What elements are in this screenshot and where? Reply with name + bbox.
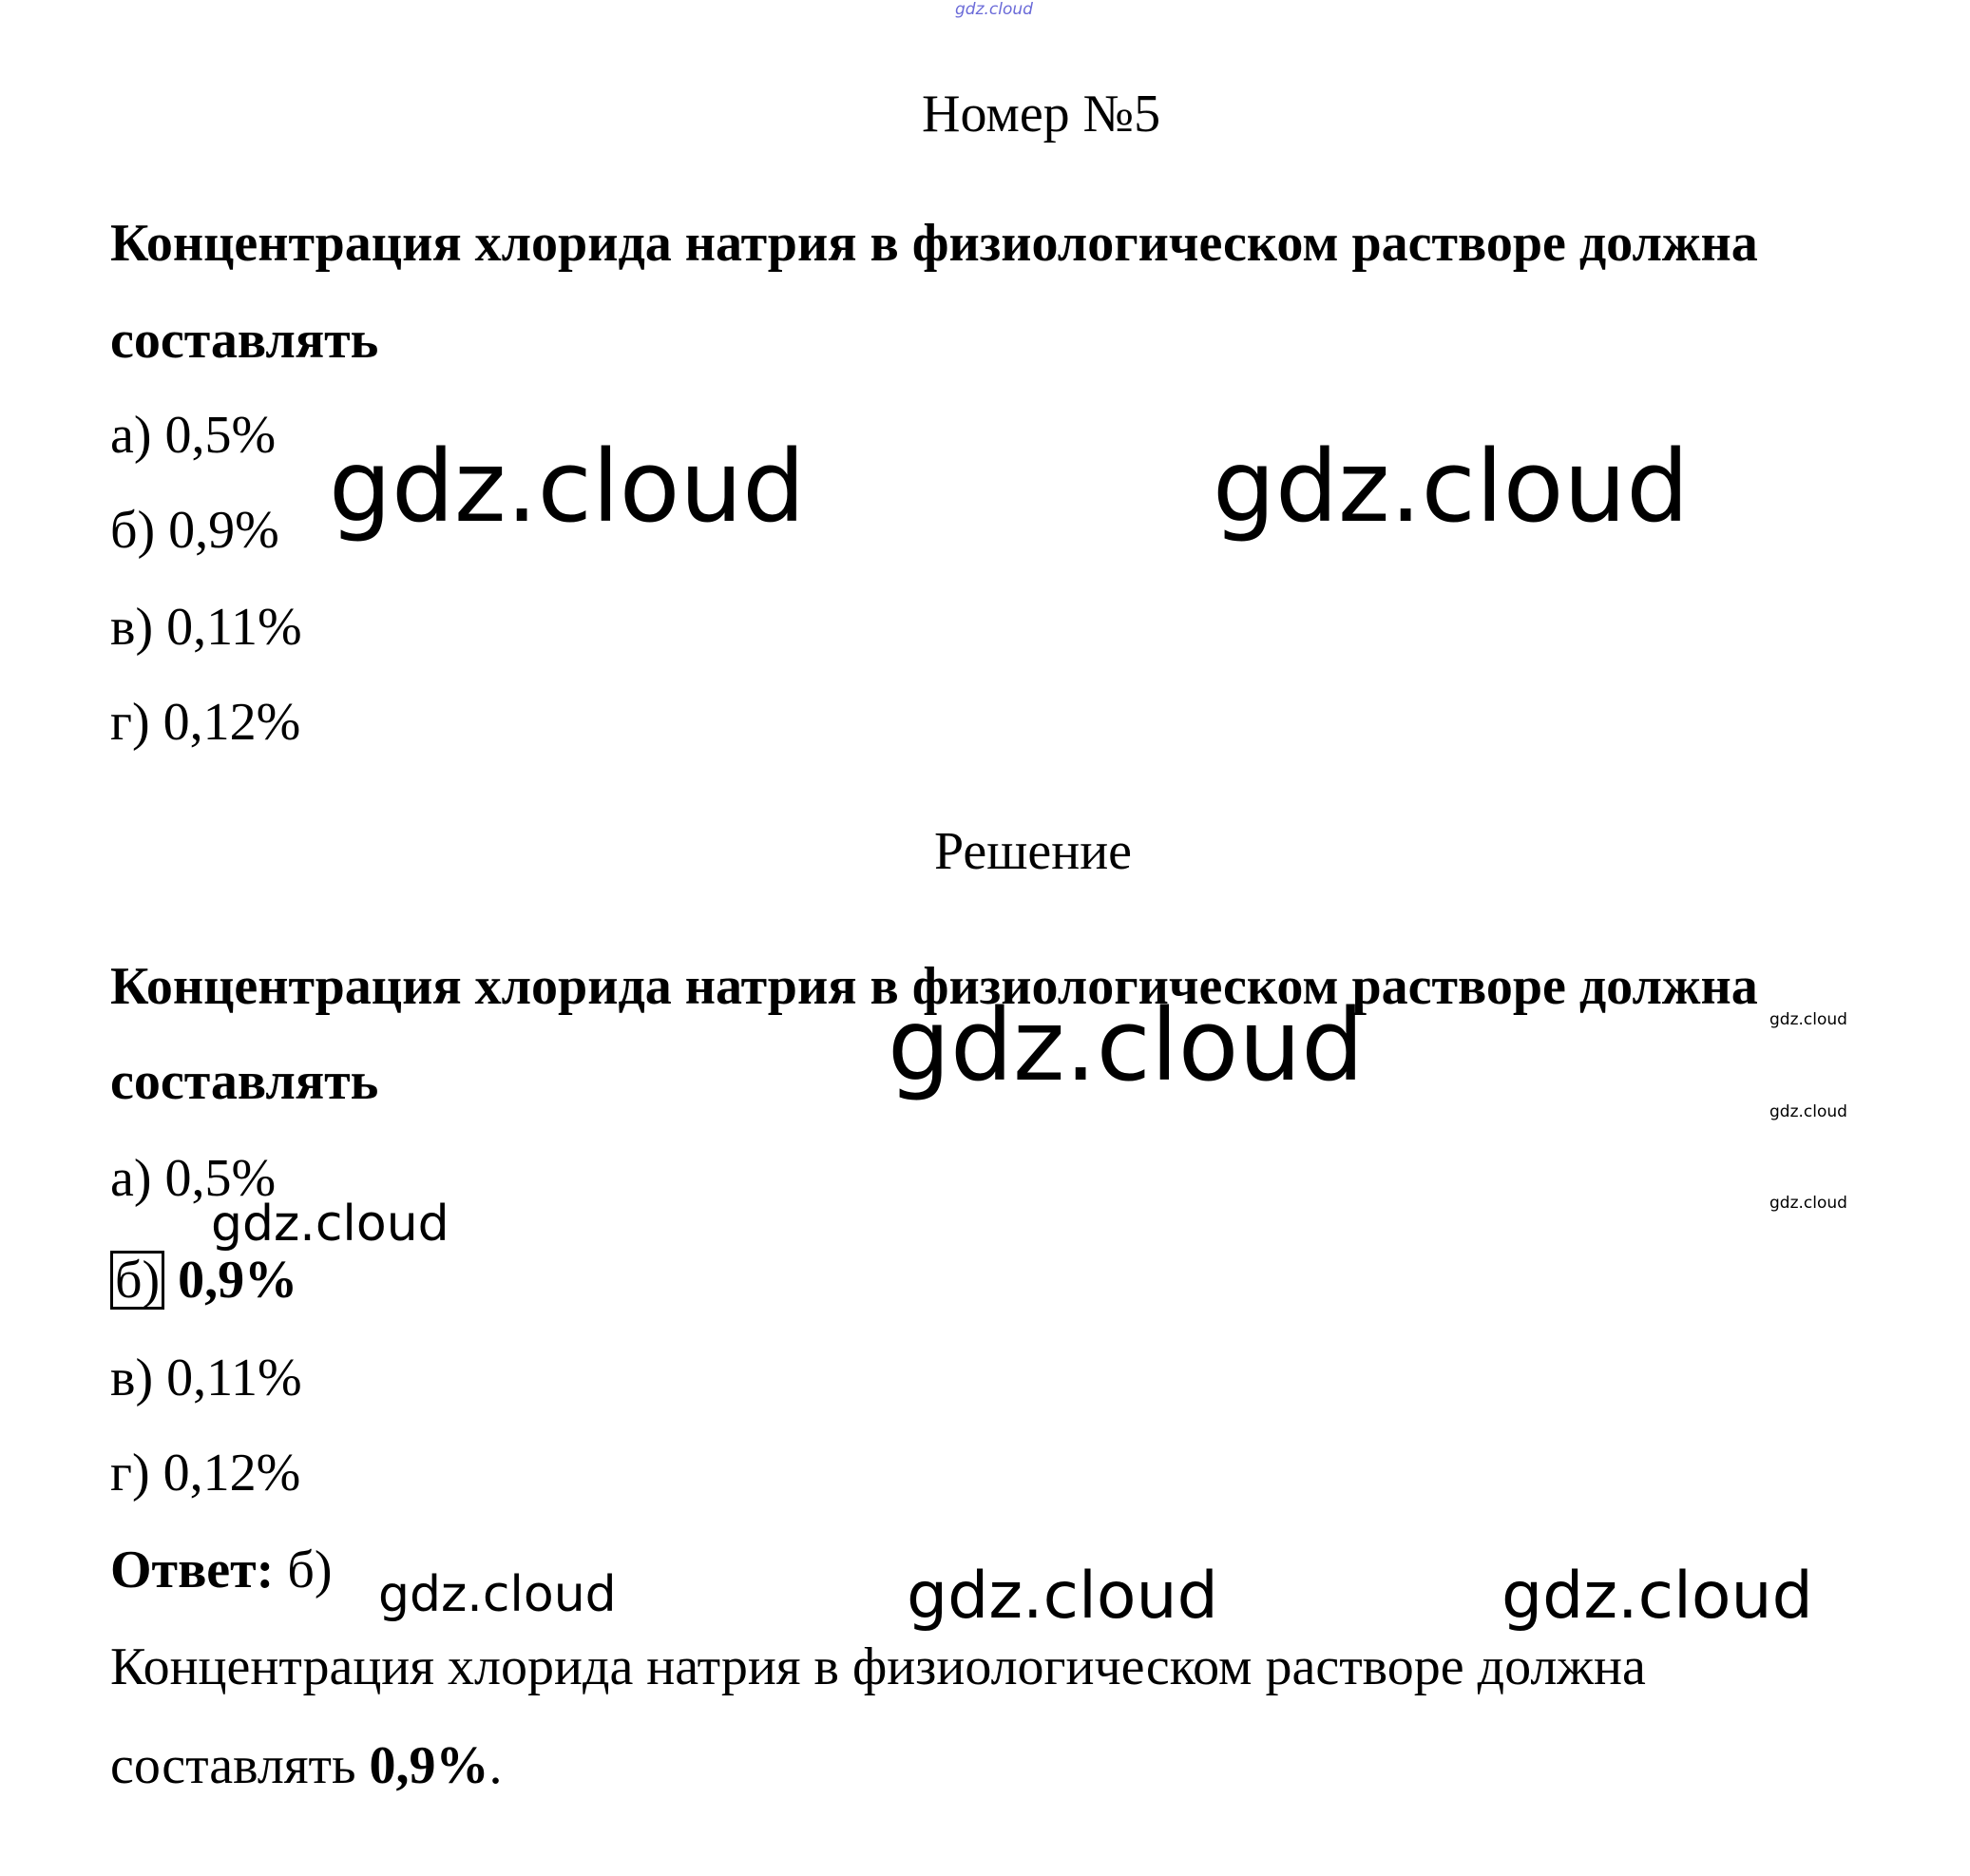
answer-explanation-suffix: . bbox=[488, 1736, 503, 1795]
watermark: gdz.cloud bbox=[888, 987, 1365, 1103]
answer-explanation-prefix: составлять bbox=[110, 1736, 356, 1795]
answer-explanation-value: 0,9% bbox=[369, 1736, 489, 1795]
watermark: gdz.cloud bbox=[1769, 1010, 1847, 1029]
watermark: gdz.cloud bbox=[1769, 1102, 1847, 1121]
question-option-b: б) 0,9% bbox=[110, 501, 279, 560]
solution-option-v: в) 0,11% bbox=[110, 1349, 302, 1407]
question-option-a: а) 0,5% bbox=[110, 406, 277, 465]
solution-option-a: а) 0,5% bbox=[110, 1149, 277, 1208]
answer-value: б) bbox=[287, 1541, 333, 1599]
top-watermark: gdz.cloud bbox=[955, 0, 1033, 19]
solution-text-line2: составлять bbox=[110, 1052, 379, 1111]
answer-line bbox=[110, 1543, 332, 1597]
watermark: gdz.cloud bbox=[1501, 1559, 1813, 1634]
question-text-line2: составлять bbox=[110, 311, 379, 370]
solution-option-g: г) 0,12% bbox=[110, 1444, 301, 1503]
selected-option-box: б) bbox=[110, 1251, 164, 1310]
question-text-line1: Концентрация хлорида натрия в физиологическом растворе должна bbox=[110, 214, 1758, 273]
answer-label: Ответ: bbox=[110, 1541, 275, 1599]
answer-explanation-line2 bbox=[110, 1736, 503, 1795]
watermark: gdz.cloud bbox=[211, 1196, 449, 1253]
solution-text-line1: Концентрация хлорида натрия в физиологическом растворе должна bbox=[110, 957, 1758, 1016]
watermark: gdz.cloud bbox=[907, 1559, 1218, 1634]
selected-option-value: 0,9% bbox=[178, 1251, 298, 1310]
solution-heading: Решение bbox=[934, 822, 1133, 881]
watermark: gdz.cloud bbox=[329, 429, 806, 545]
answer-explanation-line1: Концентрация хлорида натрия в физиологическом растворе должна bbox=[110, 1637, 1646, 1696]
watermark: gdz.cloud bbox=[1769, 1194, 1847, 1213]
question-option-v: в) 0,11% bbox=[110, 598, 302, 657]
page-title: Номер №5 bbox=[922, 85, 1161, 144]
watermark: gdz.cloud bbox=[378, 1566, 617, 1623]
solution-option-b bbox=[110, 1251, 297, 1310]
watermark: gdz.cloud bbox=[1213, 429, 1690, 545]
question-option-g: г) 0,12% bbox=[110, 693, 301, 752]
